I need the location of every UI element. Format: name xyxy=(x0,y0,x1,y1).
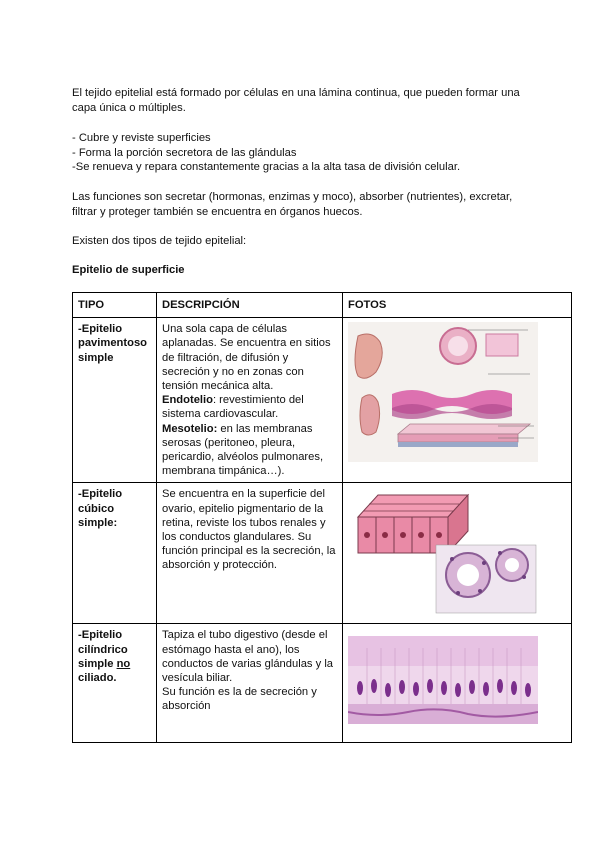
photo-cell xyxy=(343,624,572,743)
list-item: - Cubre y reviste superficies xyxy=(72,132,211,144)
description-text: Su función es la de secreción y absorción xyxy=(162,686,317,713)
table-row xyxy=(73,624,572,743)
list-item: -Se renueva y repara constantemente gracias a la alta tasa de división celular. xyxy=(72,161,461,174)
description-cell xyxy=(157,318,343,483)
table-header-row xyxy=(73,293,572,318)
function-list xyxy=(72,131,460,175)
columnar-epithelium-image xyxy=(348,628,538,728)
photo-cell xyxy=(343,318,572,483)
epithelium-table xyxy=(72,292,572,743)
types-paragraph: Existen dos tipos de tejido epitelial: xyxy=(72,235,247,247)
tipo-cell: -Epitelio pavimentoso simple xyxy=(73,318,157,483)
header-tipo: TIPO xyxy=(73,293,157,318)
tipo-text-no: no xyxy=(116,657,131,670)
functions-paragraph: Las funciones son secretar (hormonas, enzimas y moco), absorber (nutrientes), excretar, filtrar y proteger también se encuentra en órganos huecos. xyxy=(72,191,513,218)
photo-cell xyxy=(343,483,572,624)
tipo-cell: -Epitelio cúbico simple: xyxy=(73,483,157,624)
table-row xyxy=(73,318,572,483)
header-fotos: FOTOS xyxy=(343,293,572,318)
description-text: Una sola capa de células aplanadas. Se encuentra en sitios de filtración, de difusión y secreción y no en zonas con tensión mecánica alta. xyxy=(162,323,331,393)
list-item: - Forma la porción secretora de las glándulas xyxy=(72,146,297,159)
header-descripcion: DESCRIPCIÓN xyxy=(157,293,343,318)
table-row xyxy=(73,483,572,624)
cuboidal-epithelium-image xyxy=(348,487,538,615)
tipo-text-a: -Epitelio cilíndrico simple xyxy=(78,629,128,670)
intro-paragraph: El tejido epitelial está formado por células en una lámina continua, que pueden formar una capa única o múltiples. xyxy=(72,87,520,114)
section-title: Epitelio de superficie xyxy=(72,264,185,276)
mesotelio-label: Mesotelio: xyxy=(162,422,218,435)
description-cell xyxy=(157,624,343,743)
description-text: Tapiza el tubo digestivo (desde el estómago hasta el ano), los conductos de varias glándulas y la vesícula biliar. xyxy=(162,629,334,685)
tipo-text-b: ciliado. xyxy=(78,672,117,685)
endotelio-text: : revestimiento del sistema cardiovascular. xyxy=(162,394,304,421)
endotelio-label: Endotelio xyxy=(162,394,213,407)
description-cell: Se encuentra en la superficie del ovario, epitelio pigmentario de la retina, reviste los tubos renales y los conductos glandulares. Su función principal es la secreción, la absorción y protección. xyxy=(157,483,343,624)
tipo-cell xyxy=(73,624,157,743)
squamous-epithelium-image xyxy=(348,322,538,462)
mesotelio-text: en las membranas serosas (peritoneo, pleura, pericardio, alvéolos pulmonares, membrana timpánica…). xyxy=(162,422,324,478)
